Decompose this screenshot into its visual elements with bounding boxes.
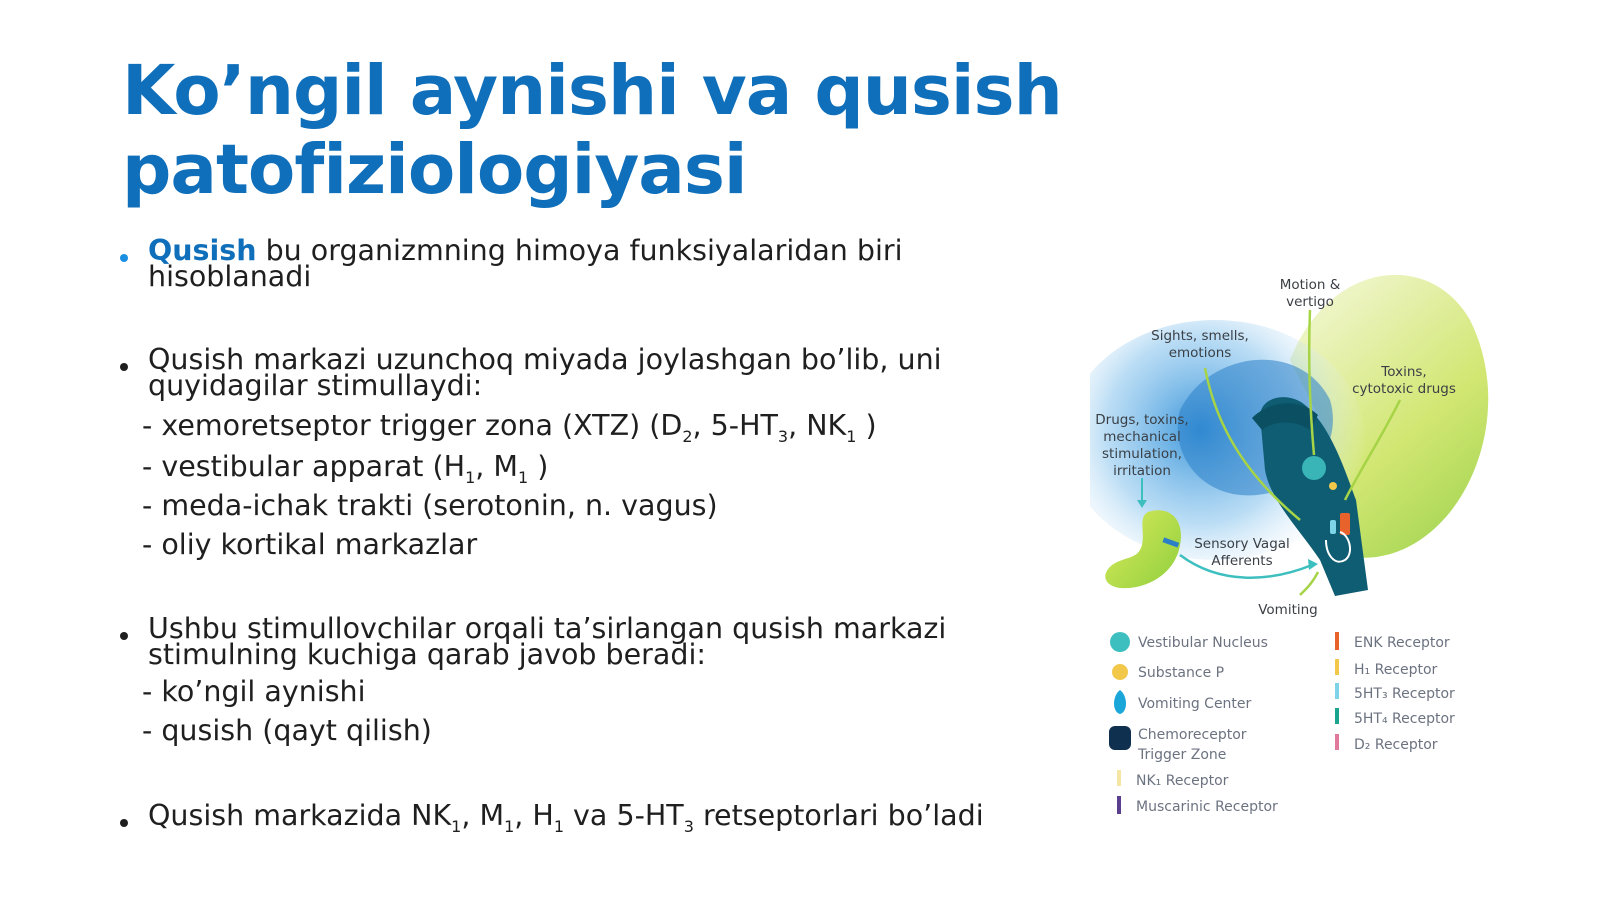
substance-p-marker xyxy=(1329,482,1337,490)
vagal-arrowhead xyxy=(1308,559,1318,570)
bullet-1-text: bu organizmning himoya funksiyalaridan biri xyxy=(256,234,903,267)
5ht3-receptor-icon xyxy=(1335,683,1339,699)
page-title-line-1: Ko’ngil aynishi va qusish xyxy=(122,51,1062,131)
legend-5ht4-receptor: 5HT₄ Receptor xyxy=(1354,711,1455,727)
bullet-marker xyxy=(120,632,128,640)
bullet-2-sub-1: - xemoretseptor trigger zona (XTZ) ($D_2$, $5-HT_3$, $NK_1$ ) xyxy=(142,409,877,446)
bullet-marker xyxy=(120,363,128,371)
legend-vestibular-nucleus: Vestibular Nucleus xyxy=(1138,635,1268,651)
vestibular-nucleus-marker xyxy=(1302,456,1326,480)
bullet-marker xyxy=(120,254,128,262)
h1-receptor-icon xyxy=(1335,659,1339,675)
label-drugs: Drugs, toxins, xyxy=(1095,412,1189,428)
vestibular-nucleus-icon xyxy=(1110,632,1130,652)
legend-nk1-receptor: NK₁ Receptor xyxy=(1136,773,1229,789)
page-title-line-2: patofiziologiyasi xyxy=(122,130,747,210)
chemoreceptor-trigger-zone-icon xyxy=(1109,726,1131,750)
bullet-3-line-1: Ushbu stimullovchilar orqali ta’sirlangan qusish markazi xyxy=(148,612,947,645)
label-vagal: Sensory Vagal xyxy=(1194,536,1290,552)
legend-trigger-zone: Trigger Zone xyxy=(1138,747,1227,763)
bullet-2-sub-4: - oliy kortikal markazlar xyxy=(142,528,478,561)
d2-receptor-icon xyxy=(1335,734,1339,750)
bullet-marker xyxy=(120,819,128,827)
label-motion: vertigo xyxy=(1286,294,1334,310)
label-drugs: irritation xyxy=(1113,463,1171,479)
label-toxins: Toxins, xyxy=(1381,364,1427,380)
receptor-cluster xyxy=(1330,520,1336,534)
enk-receptor-icon xyxy=(1335,632,1339,650)
label-drugs: stimulation, xyxy=(1102,446,1182,462)
legend-vomiting-center: Vomiting Center xyxy=(1138,696,1252,712)
legend-substance-p: Substance P xyxy=(1138,665,1225,681)
bullet-1-line-2: hisoblanadi xyxy=(148,260,312,293)
muscarinic-receptor-icon xyxy=(1117,796,1121,814)
label-sights: Sights, smells, xyxy=(1151,328,1249,344)
bullet-2-sub-3: - meda-ichak trakti (serotonin, n. vagus) xyxy=(142,489,718,522)
bullet-3-line-2: stimulning kuchiga qarab javob beradi: xyxy=(148,638,706,671)
legend-d2-receptor: D₂ Receptor xyxy=(1354,737,1438,753)
bullet-4-line: Qusish markazida $NK_1$, $M_1$, $H_1$ va $5-HT_3$ retseptorlari bo’ladi xyxy=(148,799,984,836)
bullet-3-sub-2: - qusish (qayt qilish) xyxy=(142,714,432,747)
bullet-2-sub-2: - vestibular apparat ($H_1$, $M_1$ ) xyxy=(142,450,549,487)
legend-muscarinic-receptor: Muscarinic Receptor xyxy=(1136,799,1278,815)
legend-h1-receptor: H₁ Receptor xyxy=(1354,662,1438,678)
vomiting-center-icon xyxy=(1114,690,1126,714)
bullet-2-line-1: Qusish markazi uzunchoq miyada joylashgan bo’lib, uni xyxy=(148,343,942,376)
5ht4-receptor-icon xyxy=(1335,708,1339,724)
qusish-highlight: Qusish xyxy=(148,234,257,267)
legend-chemoreceptor: Chemoreceptor xyxy=(1138,727,1247,743)
vomiting-pathway xyxy=(1300,572,1318,595)
label-drugs: mechanical xyxy=(1103,429,1181,445)
nk1-receptor-icon xyxy=(1117,770,1121,786)
label-sights: emotions xyxy=(1168,345,1232,361)
legend-enk-receptor: ENK Receptor xyxy=(1354,635,1450,651)
legend-5ht3-receptor: 5HT₃ Receptor xyxy=(1354,686,1455,702)
substance-p-icon xyxy=(1112,664,1128,680)
label-vomiting: Vomiting xyxy=(1258,602,1318,618)
vomiting-pathway-diagram xyxy=(1090,240,1510,840)
bullet-3-sub-1: - ko’ngil aynishi xyxy=(142,675,366,708)
page-title xyxy=(122,52,1082,210)
label-toxins: cytotoxic drugs xyxy=(1352,381,1456,397)
label-vagal: Afferents xyxy=(1211,553,1273,569)
label-motion: Motion & xyxy=(1279,277,1341,293)
bullet-2-line-2: quyidagilar stimullaydi: xyxy=(148,369,483,402)
